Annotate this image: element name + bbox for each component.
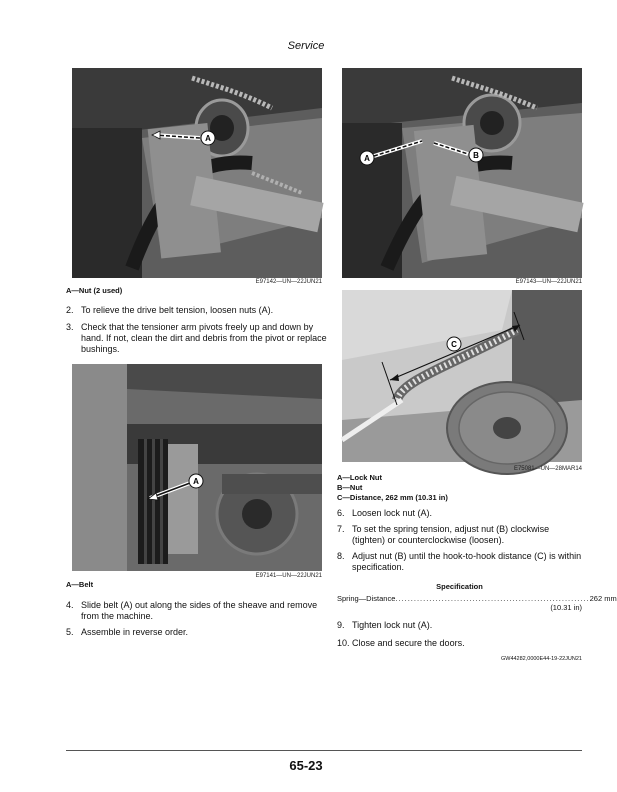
photo-spring-distance <box>342 290 582 462</box>
legend-item-b: B—Nut <box>337 483 363 492</box>
figure-id: E75081—UN—28MAR14 <box>513 466 582 472</box>
step-number: 7. <box>337 524 345 534</box>
page-number: 65-23 <box>289 758 323 773</box>
step-number: 5. <box>66 627 74 637</box>
step-3 <box>66 322 328 355</box>
step-text: Loosen lock nut (A). <box>352 508 433 518</box>
step-number: 2. <box>66 305 74 315</box>
step-number: 6. <box>337 508 345 518</box>
page-header-title: Service <box>287 40 325 52</box>
photo-drive-belt <box>72 364 322 571</box>
figure-legend: A—Nut (2 used) <box>66 286 123 295</box>
spec-leader-dots: ............................................................... <box>395 594 590 603</box>
step-number: 8. <box>337 551 345 561</box>
callout-b: B <box>473 151 479 160</box>
spec-row <box>337 594 617 603</box>
callout-a: A <box>205 134 211 143</box>
procedure-steps <box>337 508 582 573</box>
callout-a: A <box>193 477 199 486</box>
spec-value-metric: 262 mm <box>589 594 617 603</box>
step-text: Check that the tensioner arm pivots freely up and down by hand. If not, clean the dirt and debris from the pivot or replace bushings. <box>81 322 327 354</box>
figure-id: E97143—UN—22JUN21 <box>515 279 582 285</box>
step-5 <box>66 627 328 638</box>
step-number: 3. <box>66 322 74 332</box>
step-number: 4. <box>66 600 74 610</box>
step-2 <box>66 305 328 316</box>
step-10 <box>337 638 582 649</box>
spec-label: Spring—Distance <box>337 594 396 603</box>
photo-tensioner-lock-nut <box>342 68 582 278</box>
step-text: Adjust nut (B) until the hook-to-hook distance (C) is within specification. <box>352 551 582 572</box>
document-reference: GW44282,0000E44-19-22JUN21 <box>500 656 582 662</box>
step-8 <box>337 551 582 573</box>
footer-rule <box>66 750 582 751</box>
photo-tensioner-nuts <box>72 68 322 278</box>
step-number: 10. <box>337 638 350 648</box>
step-text: Slide belt (A) out along the sides of the sheave and remove from the machine. <box>81 600 318 621</box>
spec-title: Specification <box>436 582 483 591</box>
legend-item-c: C—Distance, 262 mm (10.31 in) <box>337 493 448 502</box>
spec-row-imperial <box>337 603 582 612</box>
spec-value-imperial: (10.31 in) <box>550 603 582 612</box>
figure-id: E97142—UN—22JUN21 <box>255 279 322 285</box>
step-4 <box>66 600 328 622</box>
procedure-steps <box>66 305 328 355</box>
step-7 <box>337 524 582 546</box>
step-text: To relieve the drive belt tension, loosen nuts (A). <box>81 305 274 315</box>
procedure-steps <box>66 600 328 638</box>
step-9 <box>337 620 582 631</box>
step-text: Close and secure the doors. <box>352 638 465 648</box>
step-number: 9. <box>337 620 345 630</box>
step-text: Tighten lock nut (A). <box>352 620 433 630</box>
step-text: Assemble in reverse order. <box>81 627 189 637</box>
legend-item-a: A—Lock Nut <box>337 473 382 482</box>
procedure-steps <box>337 620 582 649</box>
callout-c: C <box>451 340 457 349</box>
figure-legend: A—Belt <box>66 580 94 589</box>
figure-legend <box>337 473 582 503</box>
step-6 <box>337 508 582 519</box>
callout-a: A <box>364 154 370 163</box>
figure-id: E97141—UN—22JUN21 <box>255 573 322 579</box>
step-text: To set the spring tension, adjust nut (B) clockwise (tighten) or counterclockwise (loosen). <box>352 524 550 545</box>
